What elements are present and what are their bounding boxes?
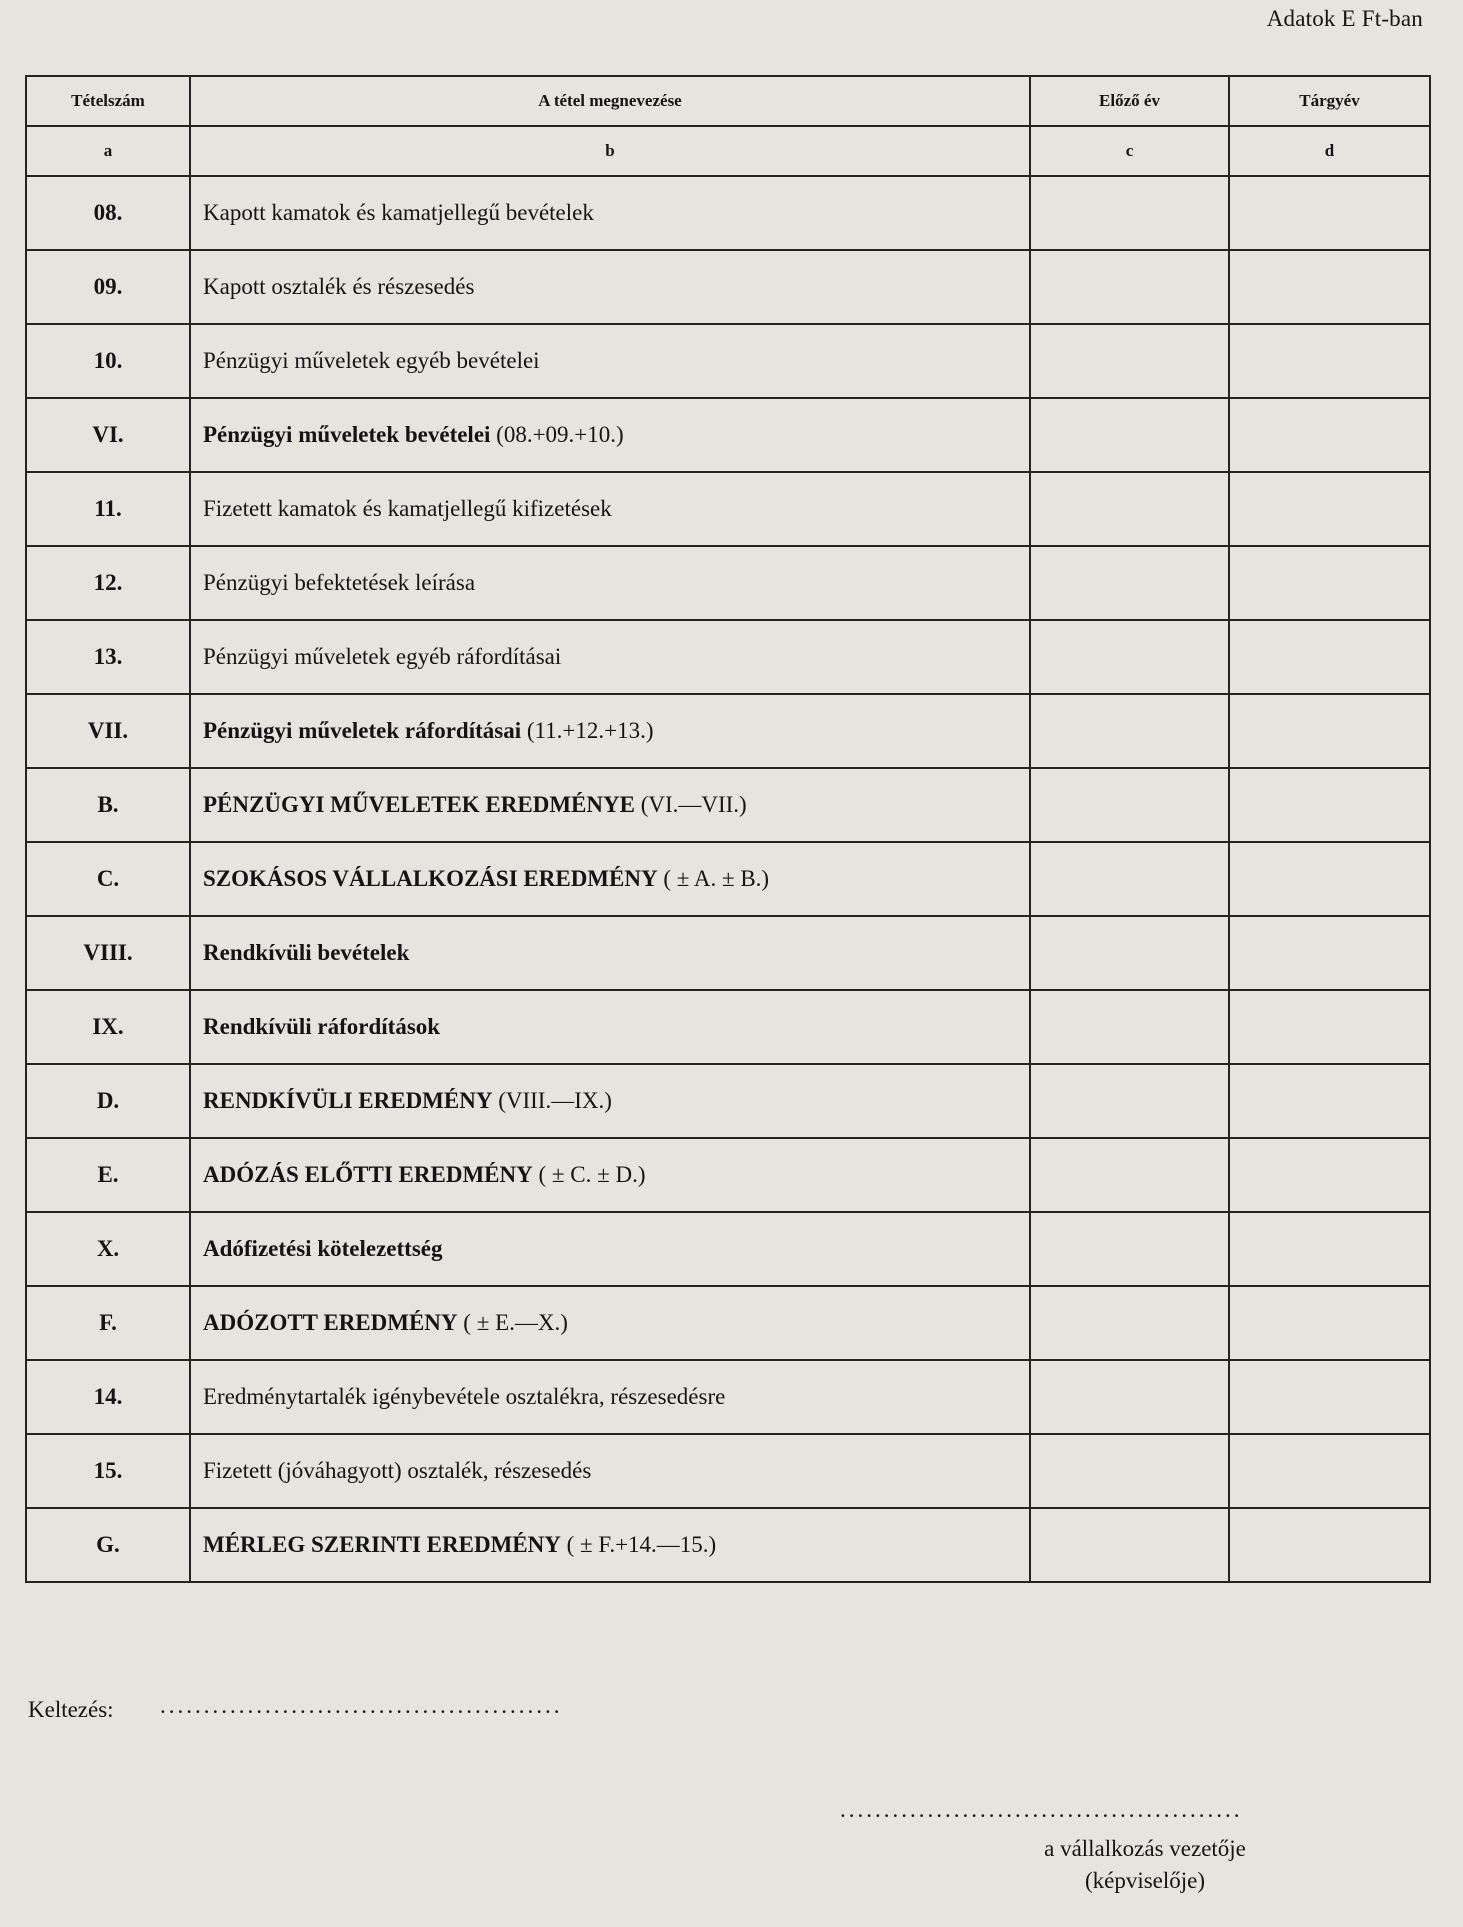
- row-label-cell: [190, 768, 1030, 842]
- current-year-cell[interactable]: [1229, 1360, 1430, 1434]
- col-letter-d: d: [1229, 126, 1430, 176]
- row-number: C.: [26, 842, 190, 916]
- current-year-cell[interactable]: [1229, 1064, 1430, 1138]
- previous-year-cell[interactable]: [1030, 472, 1229, 546]
- table-row: [26, 1508, 1430, 1582]
- table-row: [26, 694, 1430, 768]
- row-label: ADÓZÁS ELŐTTI EREDMÉNY: [203, 1162, 533, 1187]
- row-number: F.: [26, 1286, 190, 1360]
- row-label: Pénzügyi műveletek egyéb ráfordításai: [203, 644, 562, 669]
- row-number: X.: [26, 1212, 190, 1286]
- col-letter-b: b: [190, 126, 1030, 176]
- current-year-cell[interactable]: [1229, 398, 1430, 472]
- row-number: 11.: [26, 472, 190, 546]
- current-year-cell[interactable]: [1229, 176, 1430, 250]
- row-label-cell: [190, 916, 1030, 990]
- previous-year-cell[interactable]: [1030, 398, 1229, 472]
- table-body: [26, 176, 1430, 1582]
- row-formula: ( ± A. ± B.): [657, 866, 770, 891]
- row-label-cell: [190, 250, 1030, 324]
- row-label: Pénzügyi befektetések leírása: [203, 570, 476, 595]
- col-letter-a: a: [26, 126, 190, 176]
- row-label: ADÓZOTT EREDMÉNY: [203, 1310, 458, 1335]
- row-number: VII.: [26, 694, 190, 768]
- previous-year-cell[interactable]: [1030, 1286, 1229, 1360]
- row-label-cell: [190, 1508, 1030, 1582]
- income-statement-table: [25, 75, 1431, 1583]
- row-label: Kapott kamatok és kamatjellegű bevételek: [203, 200, 594, 225]
- previous-year-cell[interactable]: [1030, 250, 1229, 324]
- row-label-cell: [190, 1212, 1030, 1286]
- row-formula: ( ± E.—X.): [457, 1310, 568, 1335]
- units-note: Adatok E Ft-ban: [1266, 6, 1423, 31]
- row-label: Rendkívüli ráfordítások: [203, 1014, 441, 1039]
- row-formula: ( ± C. ± D.): [532, 1162, 646, 1187]
- current-year-cell[interactable]: [1229, 916, 1430, 990]
- previous-year-cell[interactable]: [1030, 990, 1229, 1064]
- col-header-previous-year: Előző év: [1030, 76, 1229, 126]
- previous-year-cell[interactable]: [1030, 694, 1229, 768]
- table-row: [26, 398, 1430, 472]
- row-label: Eredménytartalék igénybevétele osztalékra, részesedésre: [203, 1384, 726, 1409]
- header-row: [26, 76, 1430, 126]
- table-row: [26, 1212, 1430, 1286]
- row-number: B.: [26, 768, 190, 842]
- current-year-cell[interactable]: [1229, 694, 1430, 768]
- row-label: Pénzügyi műveletek egyéb bevételei: [203, 348, 540, 373]
- previous-year-cell[interactable]: [1030, 1434, 1229, 1508]
- date-field[interactable]: ..............................................: [160, 1693, 563, 1718]
- table-row: [26, 472, 1430, 546]
- row-number: 09.: [26, 250, 190, 324]
- row-label: Pénzügyi műveletek bevételei: [203, 422, 491, 447]
- current-year-cell[interactable]: [1229, 1286, 1430, 1360]
- table-row: [26, 768, 1430, 842]
- previous-year-cell[interactable]: [1030, 1064, 1229, 1138]
- row-number: 13.: [26, 620, 190, 694]
- table-row: [26, 1064, 1430, 1138]
- previous-year-cell[interactable]: [1030, 176, 1229, 250]
- previous-year-cell[interactable]: [1030, 916, 1229, 990]
- previous-year-cell[interactable]: [1030, 1138, 1229, 1212]
- previous-year-cell[interactable]: [1030, 1508, 1229, 1582]
- row-label-cell: [190, 546, 1030, 620]
- table-row: [26, 842, 1430, 916]
- row-formula: ( ± F.+14.—15.): [560, 1532, 717, 1557]
- current-year-cell[interactable]: [1229, 990, 1430, 1064]
- current-year-cell[interactable]: [1229, 546, 1430, 620]
- table-row: [26, 546, 1430, 620]
- col-letter-c: c: [1030, 126, 1229, 176]
- current-year-cell[interactable]: [1229, 1434, 1430, 1508]
- row-label: RENDKÍVÜLI EREDMÉNY: [203, 1088, 493, 1113]
- row-formula: (VIII.—IX.): [492, 1088, 612, 1113]
- previous-year-cell[interactable]: [1030, 842, 1229, 916]
- row-label-cell: [190, 398, 1030, 472]
- current-year-cell[interactable]: [1229, 1212, 1430, 1286]
- row-label-cell: [190, 990, 1030, 1064]
- table-row: [26, 990, 1430, 1064]
- current-year-cell[interactable]: [1229, 472, 1430, 546]
- row-number: 10.: [26, 324, 190, 398]
- row-label-cell: [190, 842, 1030, 916]
- row-label-cell: [190, 1434, 1030, 1508]
- row-label: Kapott osztalék és részesedés: [203, 274, 475, 299]
- row-number: D.: [26, 1064, 190, 1138]
- row-formula: (VI.—VII.): [634, 792, 747, 817]
- current-year-cell[interactable]: [1229, 768, 1430, 842]
- row-label: PÉNZÜGYI MŰVELETEK EREDMÉNYE: [203, 792, 635, 817]
- row-number: IX.: [26, 990, 190, 1064]
- col-header-current-year: Tárgyév: [1229, 76, 1430, 126]
- signature-caption-sub: (képviselője): [1084, 1868, 1206, 1893]
- signature-field[interactable]: ..............................................: [840, 1797, 1243, 1822]
- row-label: Adófizetési kötelezettség: [203, 1236, 443, 1261]
- row-label-cell: [190, 620, 1030, 694]
- row-formula: (08.+09.+10.): [490, 422, 624, 447]
- row-label-cell: [190, 694, 1030, 768]
- table-row: [26, 250, 1430, 324]
- row-label-cell: [190, 176, 1030, 250]
- table-row: [26, 1434, 1430, 1508]
- row-label-cell: [190, 1138, 1030, 1212]
- row-label: Fizetett kamatok és kamatjellegű kifizetések: [203, 496, 612, 521]
- row-number: VI.: [26, 398, 190, 472]
- table-row: [26, 1360, 1430, 1434]
- previous-year-cell[interactable]: [1030, 1212, 1229, 1286]
- row-label: Fizetett (jóváhagyott) osztalék, részesedés: [203, 1458, 592, 1483]
- previous-year-cell[interactable]: [1030, 620, 1229, 694]
- column-letter-row: [26, 126, 1430, 176]
- date-label: Keltezés:: [28, 1697, 114, 1722]
- previous-year-cell[interactable]: [1030, 546, 1229, 620]
- row-label: Rendkívüli bevételek: [203, 940, 410, 965]
- row-number: 15.: [26, 1434, 190, 1508]
- table-row: [26, 916, 1430, 990]
- current-year-cell[interactable]: [1229, 620, 1430, 694]
- previous-year-cell[interactable]: [1030, 324, 1229, 398]
- row-number: E.: [26, 1138, 190, 1212]
- table-row: [26, 1138, 1430, 1212]
- signature-caption: a vállalkozás vezetője: [1044, 1836, 1246, 1861]
- row-number: 14.: [26, 1360, 190, 1434]
- row-label-cell: [190, 324, 1030, 398]
- row-number: 12.: [26, 546, 190, 620]
- row-label: SZOKÁSOS VÁLLALKOZÁSI EREDMÉNY: [203, 866, 658, 891]
- current-year-cell[interactable]: [1229, 1508, 1430, 1582]
- table-row: [26, 324, 1430, 398]
- table-row: [26, 176, 1430, 250]
- current-year-cell[interactable]: [1229, 1138, 1430, 1212]
- current-year-cell[interactable]: [1229, 324, 1430, 398]
- row-number: 08.: [26, 176, 190, 250]
- col-header-item-name: A tétel megnevezése: [190, 76, 1030, 126]
- table-row: [26, 620, 1430, 694]
- row-label-cell: [190, 1286, 1030, 1360]
- row-formula: (11.+12.+13.): [521, 718, 654, 743]
- row-number: G.: [26, 1508, 190, 1582]
- table-row: [26, 1286, 1430, 1360]
- row-label-cell: [190, 1064, 1030, 1138]
- row-label-cell: [190, 472, 1030, 546]
- row-label-cell: [190, 1360, 1030, 1434]
- previous-year-cell[interactable]: [1030, 1360, 1229, 1434]
- col-header-item-number: Tételszám: [26, 76, 190, 126]
- current-year-cell[interactable]: [1229, 250, 1430, 324]
- current-year-cell[interactable]: [1229, 842, 1430, 916]
- row-label: MÉRLEG SZERINTI EREDMÉNY: [203, 1532, 561, 1557]
- row-number: VIII.: [26, 916, 190, 990]
- previous-year-cell[interactable]: [1030, 768, 1229, 842]
- row-label: Pénzügyi műveletek ráfordításai: [203, 718, 522, 743]
